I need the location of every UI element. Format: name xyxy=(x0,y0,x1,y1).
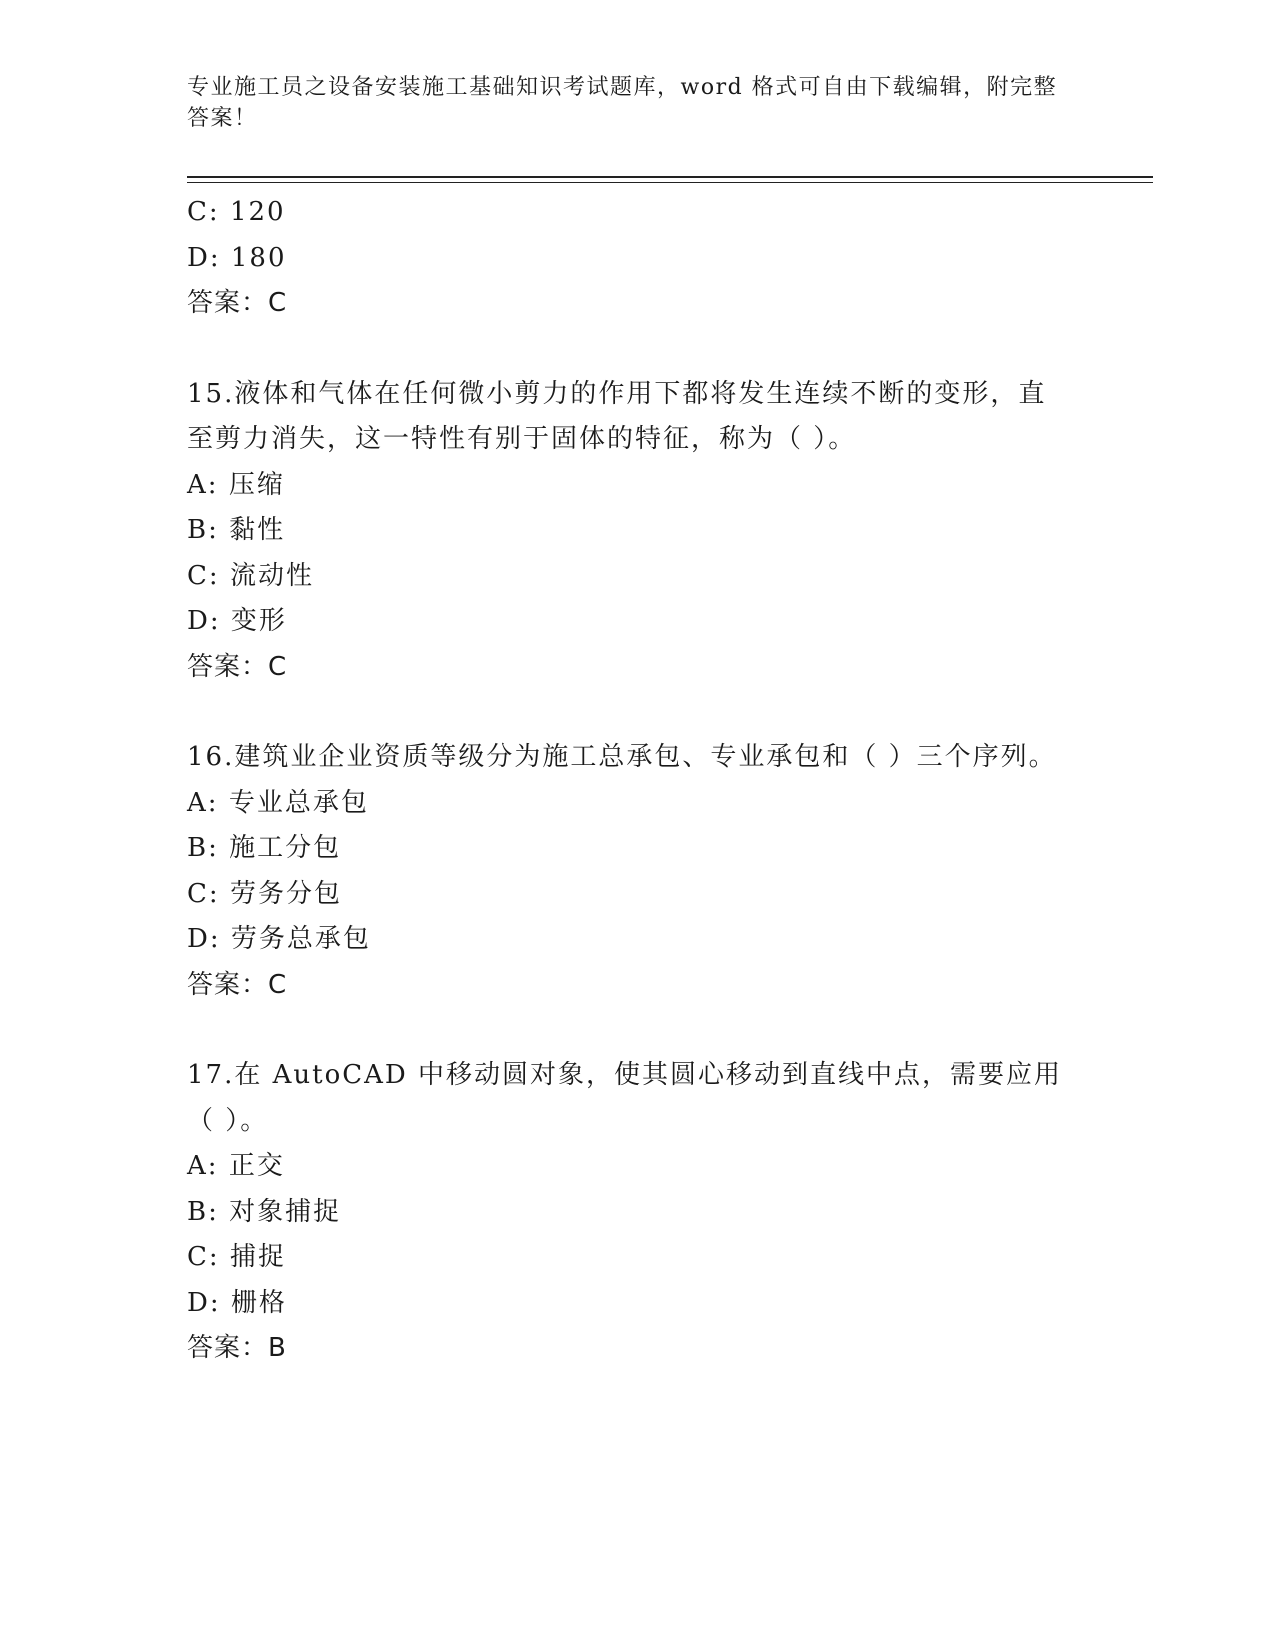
option-a: A: 专业总承包 xyxy=(187,787,369,818)
question-17 xyxy=(187,1053,1087,1372)
answer-line: 答案：B xyxy=(187,1333,287,1363)
question-stem: 15.液体和气体在任何微小剪力的作用下都将发生连续不断的变形，直至剪力消失，这一特性有别于固体的特征，称为（ ）。 xyxy=(187,378,1047,454)
question-15 xyxy=(187,372,1087,691)
document-header: 专业施工员之设备安装施工基础知识考试题库，word 格式可自由下载编辑，附完整答案！ xyxy=(187,75,1058,131)
question-stem: 16.建筑业企业资质等级分为施工总承包、专业承包和（ ）三个序列。 xyxy=(187,742,1057,772)
option-d: D: 180 xyxy=(187,242,287,273)
answer-line: 答案：C xyxy=(187,651,288,682)
header-rule-thick xyxy=(187,176,1153,178)
option-a: A: 压缩 xyxy=(187,469,285,500)
question-16 xyxy=(187,735,1087,1008)
document-body xyxy=(187,190,1087,1372)
option-b: B: 对象捕捉 xyxy=(187,1196,342,1227)
header-rule-thin xyxy=(187,182,1153,183)
option-c: C: 捕捉 xyxy=(187,1242,286,1272)
option-c: C: 劳务分包 xyxy=(187,878,342,909)
answer-line: 答案：C xyxy=(187,969,288,1000)
answer-line: 答案：C xyxy=(187,288,288,318)
option-b: B: 黏性 xyxy=(187,515,286,545)
option-a: A: 正交 xyxy=(187,1151,285,1181)
option-c: C: 120 xyxy=(187,197,286,227)
previous-question-tail xyxy=(187,190,1087,327)
option-b: B: 施工分包 xyxy=(187,833,342,863)
option-d: D: 栅格 xyxy=(187,1287,287,1318)
option-c: C: 流动性 xyxy=(187,560,314,591)
question-stem: 17.在 AutoCAD 中移动圆对象，使其圆心移动到直线中点，需要应用（ ）。 xyxy=(187,1060,1063,1136)
option-d: D: 劳务总承包 xyxy=(187,924,371,954)
option-d: D: 变形 xyxy=(187,606,287,636)
